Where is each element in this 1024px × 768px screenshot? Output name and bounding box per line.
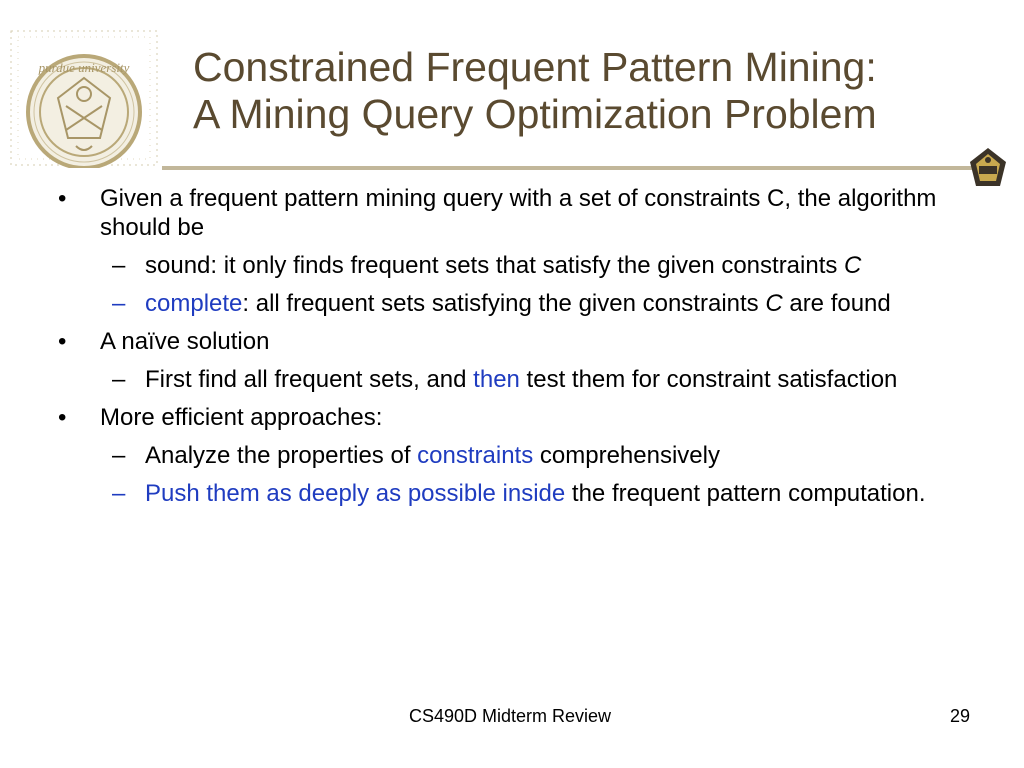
bullet-marker: •	[58, 185, 67, 212]
sub-bullet-text: the frequent pattern computation.	[565, 480, 926, 507]
dash-marker: –	[112, 480, 126, 507]
title-divider	[162, 166, 972, 170]
sub-bullet-text: First find all frequent sets, and	[145, 366, 474, 393]
slide-title	[193, 44, 993, 138]
dash-marker: –	[112, 442, 126, 469]
slide-body	[0, 184, 1000, 517]
dash-marker: –	[112, 252, 126, 279]
dash-marker: –	[112, 290, 126, 317]
bullet-text: More efficient approaches:	[100, 404, 383, 431]
sub-bullet-text: comprehensively	[533, 442, 720, 469]
sub-bullet-item	[0, 479, 960, 508]
sub-bullet-text: test them for constraint satisfaction	[519, 366, 898, 393]
sub-bullet-text: sound: it only finds frequent sets that satisfy the given constraints	[145, 252, 845, 279]
bullet-marker: •	[58, 328, 67, 355]
bullet-item	[0, 403, 960, 432]
sub-bullet-italic: C	[765, 290, 783, 317]
bullet-marker: •	[58, 404, 67, 431]
sub-bullet-italic: C	[844, 252, 862, 279]
highlighted-term: Push them as deeply as possible inside	[145, 480, 566, 507]
bullet-text: A naïve solution	[100, 328, 270, 355]
highlighted-term: complete	[145, 290, 243, 317]
sub-bullet-item	[0, 289, 960, 318]
university-seal-icon	[8, 28, 160, 168]
bullet-item	[0, 327, 960, 356]
sub-bullet-item	[0, 251, 960, 280]
highlighted-term: constraints	[417, 442, 534, 469]
sub-bullet-text: Analyze the properties of	[145, 442, 418, 469]
sub-bullet-item	[0, 441, 960, 470]
sub-bullet-text: : all frequent sets satisfying the given constraints	[242, 290, 766, 317]
sub-bullet-item	[0, 365, 960, 394]
title-line-2: A Mining Query Optimization Problem	[193, 91, 877, 137]
title-line-1: Constrained Frequent Pattern Mining:	[193, 44, 877, 90]
page-number: 29	[949, 706, 970, 726]
sub-bullet-text: are found	[782, 290, 891, 317]
seal-lettering: purdue university	[38, 60, 130, 75]
slide-footer: CS490D Midterm Review	[408, 706, 612, 726]
bullet-text: Given a frequent pattern mining query with a set of constraints C, the algorithm should be	[100, 185, 937, 241]
highlighted-term: then	[473, 366, 520, 393]
bullet-item	[0, 184, 960, 242]
dash-marker: –	[112, 366, 126, 393]
